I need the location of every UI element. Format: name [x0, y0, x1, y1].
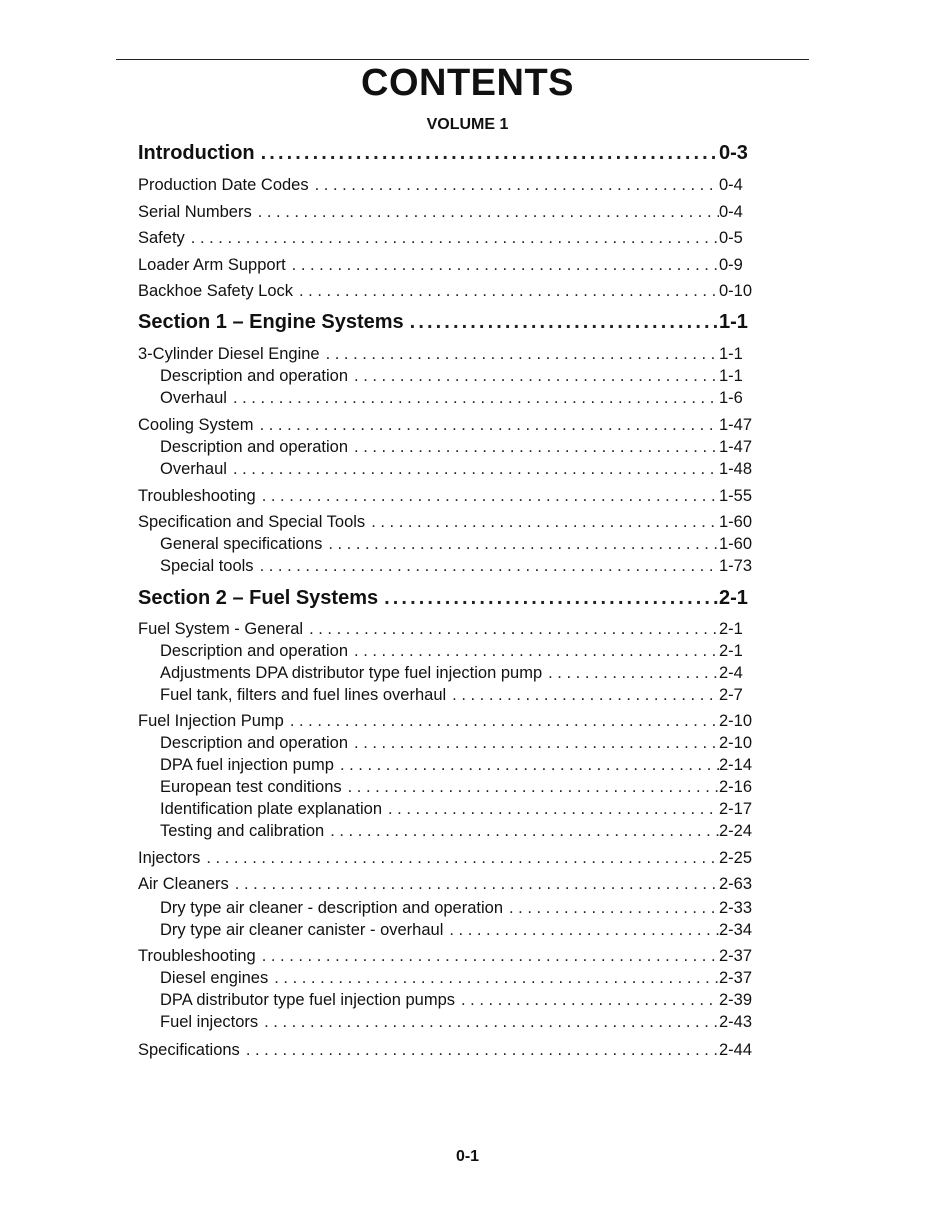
- toc-entry: [138, 366, 757, 386]
- dot-leader: [378, 586, 719, 610]
- toc-entry: [138, 920, 757, 940]
- dot-leader: [254, 556, 719, 576]
- toc-section-heading: [138, 586, 757, 610]
- toc-entry: [138, 281, 757, 301]
- toc-entry-page: 2-24: [719, 822, 753, 840]
- toc-entry: [138, 459, 757, 479]
- dot-leader: [542, 663, 719, 683]
- toc-entry-label: Serial Numbers: [138, 203, 252, 221]
- toc-entry-label: Testing and calibration: [160, 822, 325, 840]
- toc-entry: [138, 968, 757, 988]
- toc-entry-label: Fuel Injection Pump: [138, 712, 284, 730]
- toc-entry-page: 1-1: [719, 367, 743, 385]
- toc-entry-label: Special tools: [160, 557, 254, 575]
- dot-leader: [324, 821, 719, 841]
- toc-entry: [138, 755, 757, 775]
- toc-entry-label: Cooling System: [138, 416, 254, 434]
- dot-leader: [443, 920, 719, 940]
- dot-leader: [309, 175, 719, 195]
- dot-leader: [446, 685, 719, 705]
- toc-entry-page: 0-4: [719, 203, 743, 221]
- toc-entry-page: 2-1: [719, 587, 748, 609]
- toc-entry-label: Description and operation: [160, 642, 349, 660]
- toc-entry-label: Section 2 – Fuel Systems: [138, 587, 379, 609]
- toc-entry-label: Introduction: [138, 142, 255, 164]
- toc-entry-page: 2-44: [719, 1041, 753, 1059]
- toc-entry-page: 2-39: [719, 991, 753, 1009]
- dot-leader: [322, 534, 719, 554]
- dot-leader: [229, 874, 719, 894]
- dot-leader: [365, 512, 719, 532]
- dot-leader: [256, 486, 719, 506]
- dot-leader: [303, 619, 719, 639]
- toc-entry-page: 2-14: [719, 756, 753, 774]
- toc-entry: [138, 874, 757, 894]
- toc-entry-label: Description and operation: [160, 734, 349, 752]
- toc-entry-label: Specification and Special Tools: [138, 513, 366, 531]
- toc-entry-label: Overhaul: [160, 389, 227, 407]
- toc-entry-page: 1-6: [719, 389, 743, 407]
- dot-leader: [342, 777, 719, 797]
- toc-entry-label: DPA fuel injection pump: [160, 756, 334, 774]
- toc-entry-label: Identification plate explanation: [160, 800, 382, 818]
- toc-entry-label: Troubleshooting: [138, 947, 256, 965]
- toc-entry-label: Safety: [138, 229, 185, 247]
- toc-entry-label: Overhaul: [160, 460, 227, 478]
- toc-entry: [138, 388, 757, 408]
- toc-entry-page: 2-34: [719, 921, 753, 939]
- dot-leader: [252, 202, 719, 222]
- toc-entry-page: 1-1: [719, 311, 748, 333]
- toc-entry-label: Production Date Codes: [138, 176, 309, 194]
- toc-entry-page: 0-3: [719, 142, 748, 164]
- toc-entry-page: 1-60: [719, 513, 753, 531]
- toc-entry: [138, 202, 757, 222]
- toc-entry-label: Injectors: [138, 849, 201, 867]
- toc-entry-label: Description and operation: [160, 438, 349, 456]
- dot-leader: [240, 1040, 719, 1060]
- toc-entry: [138, 1012, 757, 1032]
- toc-entry-page: 2-33: [719, 899, 753, 917]
- toc-entry-page: 1-47: [719, 416, 753, 434]
- toc-entry: [138, 556, 757, 576]
- toc-entry-page: 1-55: [719, 487, 753, 505]
- toc-entry: [138, 1040, 757, 1060]
- toc-entry-page: 2-63: [719, 875, 753, 893]
- toc-entry-label: Specifications: [138, 1041, 240, 1059]
- toc-entry-label: Backhoe Safety Lock: [138, 282, 294, 300]
- toc-entry: [138, 799, 757, 819]
- toc-entry: [138, 228, 757, 248]
- dot-leader: [503, 898, 719, 918]
- toc-entry-label: 3-Cylinder Diesel Engine: [138, 345, 320, 363]
- toc-entry-page: 2-37: [719, 969, 753, 987]
- toc-entry-page: 0-4: [719, 176, 743, 194]
- toc-entry: [138, 733, 757, 753]
- dot-leader: [227, 459, 719, 479]
- toc-entry-label: Fuel System - General: [138, 620, 304, 638]
- toc-entry: [138, 486, 757, 506]
- dot-leader: [268, 968, 719, 988]
- toc-entry-label: European test conditions: [160, 778, 342, 796]
- toc-entry: [138, 898, 757, 918]
- toc-entry-page: 2-10: [719, 734, 753, 752]
- toc-entry-page: 2-4: [719, 664, 743, 682]
- toc-entry-page: 2-7: [719, 686, 743, 704]
- volume-label: VOLUME 1: [426, 116, 509, 133]
- dot-leader: [293, 281, 719, 301]
- toc-entry-label: Fuel tank, filters and fuel lines overhaul: [160, 686, 447, 704]
- toc-entry-page: 1-60: [719, 535, 753, 553]
- dot-leader: [404, 310, 719, 334]
- toc-entry-page: 2-25: [719, 849, 753, 867]
- toc-entry-label: General specifications: [160, 535, 323, 553]
- dot-leader: [348, 437, 719, 457]
- dot-leader: [255, 141, 719, 165]
- dot-leader: [455, 990, 719, 1010]
- toc-entry-page: 2-43: [719, 1013, 753, 1031]
- dot-leader: [286, 255, 719, 275]
- toc-entry: [138, 685, 757, 705]
- toc-entry-page: 0-10: [719, 282, 753, 300]
- toc-entry: [138, 848, 757, 868]
- page-title: CONTENTS: [361, 62, 574, 104]
- toc-entry: [138, 255, 757, 275]
- dot-leader: [348, 733, 719, 753]
- toc-entry-label: Loader Arm Support: [138, 256, 286, 274]
- toc-section-heading: [138, 310, 757, 334]
- toc-entry: [138, 415, 757, 435]
- dot-leader: [200, 848, 719, 868]
- toc-entry-page: 2-1: [719, 620, 743, 638]
- toc-entry-label: Section 1 – Engine Systems: [138, 311, 404, 333]
- toc-entry-label: Fuel injectors: [160, 1013, 259, 1031]
- dot-leader: [256, 946, 719, 966]
- toc-entry: [138, 534, 757, 554]
- toc-section-heading: [138, 141, 757, 165]
- toc-entry: [138, 821, 757, 841]
- toc-entry: [138, 663, 757, 683]
- dot-leader: [320, 344, 719, 364]
- toc-entry: [138, 344, 757, 364]
- toc-entry-page: 1-73: [719, 557, 753, 575]
- dot-leader: [382, 799, 719, 819]
- toc-entry-label: Diesel engines: [160, 969, 269, 987]
- top-rule: [116, 59, 809, 60]
- dot-leader: [227, 388, 719, 408]
- toc-entry-label: Air Cleaners: [138, 875, 229, 893]
- dot-leader: [284, 711, 719, 731]
- toc-entry: [138, 175, 757, 195]
- toc-entry-page: 1-48: [719, 460, 753, 478]
- toc-entry: [138, 946, 757, 966]
- toc-entry-page: 0-5: [719, 229, 743, 247]
- toc-entry-page: 2-10: [719, 712, 753, 730]
- toc-entry-label: Description and operation: [160, 367, 349, 385]
- toc-entry-page: 1-47: [719, 438, 753, 456]
- toc-entry: [138, 777, 757, 797]
- dot-leader: [258, 1012, 719, 1032]
- dot-leader: [185, 228, 719, 248]
- toc-entry: [138, 619, 757, 639]
- toc-entry-label: Adjustments DPA distributor type fuel injection pump: [160, 664, 543, 682]
- toc-entry-page: 2-37: [719, 947, 753, 965]
- toc-entry-page: 2-1: [719, 642, 743, 660]
- page-number: 0-1: [455, 1148, 480, 1165]
- toc-entry-page: 2-17: [719, 800, 753, 818]
- toc-entry: [138, 990, 757, 1010]
- dot-leader: [334, 755, 719, 775]
- toc-entry: [138, 641, 757, 661]
- dot-leader: [348, 641, 719, 661]
- toc-entry-label: DPA distributor type fuel injection pumps: [160, 991, 456, 1009]
- dot-leader: [254, 415, 719, 435]
- toc-entry: [138, 437, 757, 457]
- toc-entry-label: Troubleshooting: [138, 487, 256, 505]
- toc-entry: [138, 512, 757, 532]
- toc-entry-page: 1-1: [719, 345, 743, 363]
- toc-entry-label: Dry type air cleaner canister - overhaul: [160, 921, 444, 939]
- toc-entry-page: 0-9: [719, 256, 743, 274]
- toc-entry: [138, 711, 757, 731]
- toc-entry-label: Dry type air cleaner - description and operation: [160, 899, 504, 917]
- toc-entry-page: 2-16: [719, 778, 753, 796]
- dot-leader: [348, 366, 719, 386]
